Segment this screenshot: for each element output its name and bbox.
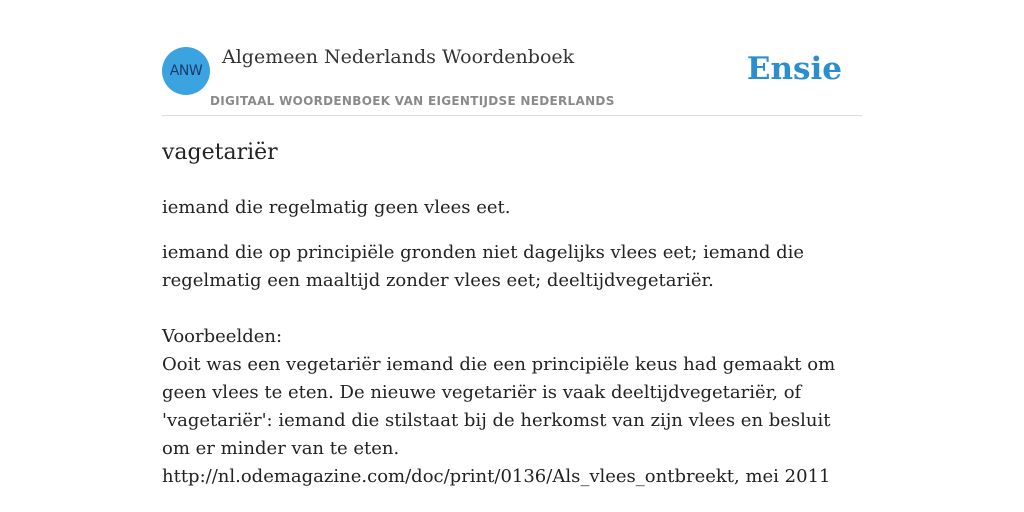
page <box>162 0 862 512</box>
ensie-logo[interactable]: Ensie <box>746 51 842 87</box>
site-title[interactable]: Algemeen Nederlands Woordenboek <box>222 46 575 68</box>
examples-label: Voorbeelden: <box>162 326 283 347</box>
definition-1: iemand die regelmatig geen vlees eet. <box>162 197 511 218</box>
site-subtitle: DIGITAAL WOORDENBOEK VAN EIGENTIJDSE NEDERLANDS <box>210 94 615 108</box>
examples <box>162 323 862 491</box>
headword: vagetariër <box>162 140 278 165</box>
example-source: http://nl.odemagazine.com/doc/print/0136/Als_vlees_ontbreekt, mei 2011 <box>162 466 831 487</box>
example-text: Ooit was een vegetariër iemand die een principiële keus had gemaakt om geen vlees te eten. De nieuwe vegetariër is vaak deeltijdvegetariër, of 'vagetariër': iemand die stilstaat bij de herkomst van zijn vlees en besluit om er minder van te eten. <box>162 354 836 459</box>
header <box>162 0 862 116</box>
anw-logo[interactable]: ANW <box>162 47 210 95</box>
definition-2: iemand die op principiële gronden niet dagelijks vlees eet; iemand die regelmatig een maaltijd zonder vlees eet; deeltijdvegetariër. <box>162 242 805 291</box>
